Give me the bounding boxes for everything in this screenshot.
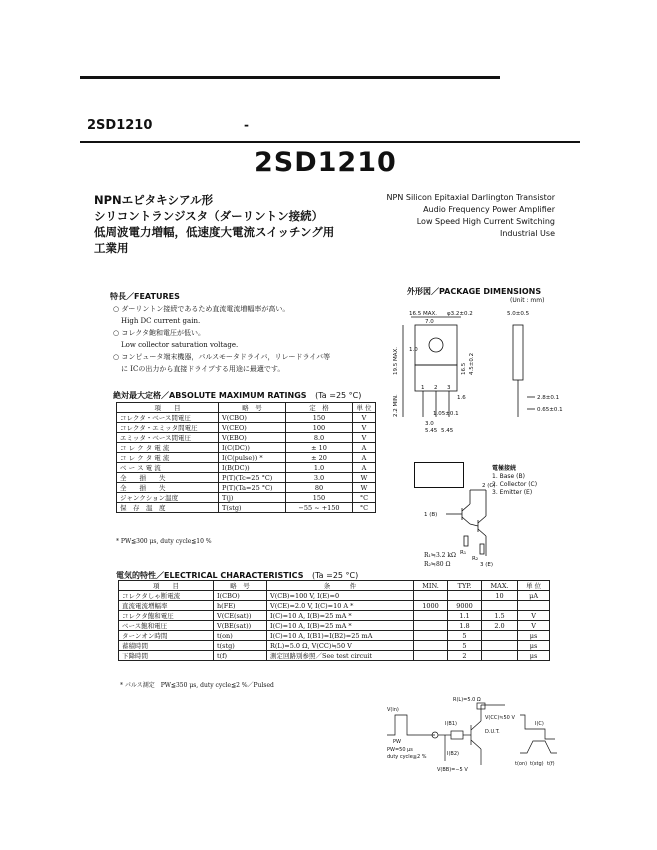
cell: V(CBO) <box>219 413 286 423</box>
cell <box>414 651 448 661</box>
r1-value: R₁≒3.2 kΩ <box>424 552 457 559</box>
cell: °C <box>353 503 376 513</box>
features-list <box>113 305 403 377</box>
pin-label: 3 <box>447 385 451 391</box>
cell: 1000 <box>414 601 448 611</box>
col-header: 略 号 <box>214 581 267 591</box>
col-header: MIN. <box>414 581 448 591</box>
abs-max-condition: (Ta =25 °C) <box>315 391 362 400</box>
cell: ± 20 <box>286 453 353 463</box>
cell: コ レ ク タ 電 流 <box>117 453 219 463</box>
en-line-2: Audio Frequency Power Amplifier <box>423 205 555 214</box>
abs-max-title: 絶対最大定格／ABSOLUTE MAXIMUM RATINGS <box>113 391 307 400</box>
cell: P(T)(Tc=25 °C) <box>219 473 286 483</box>
cell: 1.1 <box>448 611 482 621</box>
circuit-label: R₁ <box>460 550 467 556</box>
cell: エミッタ・ベース間電圧 <box>117 433 219 443</box>
jp-line-3: 低周波電力増幅，低速度大電流スイッチング用 <box>94 225 335 239</box>
elec-footnote: * パルス測定 PW≦350 μs, duty cycle≦2 %／Pulsed <box>120 682 274 689</box>
cell: I(B(DC)) <box>219 463 286 473</box>
cell: 直流電流増幅率 <box>119 601 214 611</box>
cell <box>414 621 448 631</box>
test-label: t(stg) <box>530 761 544 767</box>
cell: ジャンクション温度 <box>117 493 219 503</box>
cell: 1.8 <box>448 621 482 631</box>
table-row <box>117 453 376 463</box>
cell: V(EBO) <box>219 433 286 443</box>
cell <box>414 631 448 641</box>
circuit-label: 1 (B) <box>424 512 438 518</box>
cell: 80 <box>286 483 353 493</box>
electrode-heading: 電極接続 <box>492 465 517 472</box>
elec-table <box>118 580 550 661</box>
header-dash: - <box>244 118 249 132</box>
test-circuit <box>385 695 560 775</box>
cell: W <box>353 473 376 483</box>
cell: ± 10 <box>286 443 353 453</box>
cell: I(C)=10 A, I(B)=25 mA * <box>267 621 414 631</box>
feature-line: Low collector saturation voltage. <box>121 341 239 349</box>
cell: 5 <box>448 631 482 641</box>
jp-line-2: シリコントランジスタ（ダーリントン接続） <box>94 209 324 223</box>
dim-label: 5.0±0.5 <box>507 311 530 317</box>
dim-label: 1.6 <box>457 395 466 401</box>
cell: コ レ ク タ 電 流 <box>117 443 219 453</box>
electrode-item: 2. Collector (C) <box>492 481 538 488</box>
cell: コレクタ・ベース間電圧 <box>117 413 219 423</box>
cell: 10 <box>481 591 517 601</box>
cell: コレクタしゃ断電流 <box>119 591 214 601</box>
cell: I(C(pulse)) * <box>219 453 286 463</box>
table-header-row <box>119 581 550 591</box>
cell: °C <box>353 493 376 503</box>
cell: μs <box>518 651 550 661</box>
cell: 5 <box>448 641 482 651</box>
table-row <box>117 463 376 473</box>
cell: 150 <box>286 493 353 503</box>
dim-label: 19.5 MAX. <box>393 346 399 375</box>
cell: V(CE)=2.0 V, I(C)=10 A * <box>267 601 414 611</box>
cell: A <box>353 453 376 463</box>
jp-line-1: NPNエピタキシアル形 <box>94 193 214 207</box>
col-header: 単 位 <box>518 581 550 591</box>
en-description <box>355 192 555 240</box>
circuit-label: R₂ <box>472 556 479 562</box>
col-header: 条 件 <box>267 581 414 591</box>
cell: ベ ー ス 電 流 <box>117 463 219 473</box>
elec-condition: (Ta =25 °C) <box>312 571 359 580</box>
r2-value: R₂≒80 Ω <box>424 561 451 568</box>
cell: 2 <box>448 651 482 661</box>
dim-label: 7.0 <box>425 319 434 325</box>
cell: 150 <box>286 413 353 423</box>
cell: 8.0 <box>286 433 353 443</box>
cell: I(C(DC)) <box>219 443 286 453</box>
cell: ターンオン時間 <box>119 631 214 641</box>
test-label: V(in) <box>387 707 399 713</box>
cell: V <box>518 611 550 621</box>
col-header: 単 位 <box>353 403 376 413</box>
cell: A <box>353 443 376 453</box>
test-label: duty cycle≦2 % <box>387 754 427 760</box>
cell <box>481 651 517 661</box>
package-heading: 外形図／PACKAGE DIMENSIONS <box>407 287 542 296</box>
cell: 9000 <box>448 601 482 611</box>
cell: V <box>353 423 376 433</box>
feature-line: ○ コレクタ飽和電圧が低い。 <box>113 329 206 337</box>
cell <box>414 641 448 651</box>
cell: 100 <box>286 423 353 433</box>
cell <box>448 591 482 601</box>
cell: コレクタ・エミッタ間電圧 <box>117 423 219 433</box>
dim-label: 2.8±0.1 <box>537 395 560 401</box>
cell: I(C)=10 A, I(B1)=I(B2)=25 mA <box>267 631 414 641</box>
dim-label: 16.5 MAX. <box>409 311 438 317</box>
feature-line: High DC current gain. <box>121 317 201 325</box>
cell: R(L)=5.0 Ω, V(CC)≒50 V <box>267 641 414 651</box>
cell <box>481 631 517 641</box>
col-header: 略 号 <box>219 403 286 413</box>
cell: I(CBO) <box>214 591 267 601</box>
cell: 1.0 <box>286 463 353 473</box>
cell: 全 損 失 <box>117 473 219 483</box>
cell: 3.0 <box>286 473 353 483</box>
col-header: MAX. <box>481 581 517 591</box>
cell: μs <box>518 631 550 641</box>
cell: V(CE(sat)) <box>214 611 267 621</box>
table-row <box>117 493 376 503</box>
cell: V(CEO) <box>219 423 286 433</box>
cell: T(j) <box>219 493 286 503</box>
cell <box>414 611 448 621</box>
electrode-item: 1. Base (B) <box>492 473 525 480</box>
cell: V <box>353 413 376 423</box>
table-row <box>119 621 550 631</box>
dim-label: 5.45 <box>425 428 438 434</box>
col-header: 項 目 <box>117 403 219 413</box>
cell: t(stg) <box>214 641 267 651</box>
feature-line: ○ ダーリントン接続であるため直流電流増幅率が高い。 <box>113 305 290 313</box>
test-label: PW <box>393 739 401 745</box>
table-row <box>117 413 376 423</box>
cell: V(CB)=100 V, I(E)=0 <box>267 591 414 601</box>
table-row <box>117 433 376 443</box>
abs-max-table <box>116 402 376 513</box>
table-row <box>117 473 376 483</box>
table-row <box>117 423 376 433</box>
jp-line-4: 工業用 <box>94 241 129 255</box>
cell: 1.5 <box>481 611 517 621</box>
cell: P(T)(Ta=25 °C) <box>219 483 286 493</box>
test-label: t(f) <box>547 761 555 767</box>
cell: W <box>353 483 376 493</box>
circuit-label: 2 (C) <box>482 483 496 489</box>
cell: V(BE(sat)) <box>214 621 267 631</box>
pin-label: 2 <box>434 385 438 391</box>
test-label: PW=50 μs <box>387 747 413 753</box>
cell <box>518 601 550 611</box>
en-line-3: Low Speed High Current Switching <box>416 217 555 226</box>
cell: V <box>518 621 550 631</box>
dim-label: 5.45 <box>441 428 454 434</box>
dim-label: 3.0 <box>425 421 434 427</box>
table-row <box>117 443 376 453</box>
test-label: t(on) <box>515 761 528 767</box>
abs-max-heading <box>113 390 361 401</box>
cell: μs <box>518 641 550 651</box>
electrode-item: 3. Emitter (E) <box>492 489 533 496</box>
dim-label: 16.5 <box>461 362 467 375</box>
test-label: D.U.T. <box>485 729 500 735</box>
test-label: V(BB)=−5 V <box>437 767 468 773</box>
page-title: 2SD1210 <box>254 147 397 178</box>
package-unit: (Unit : mm) <box>510 297 545 304</box>
table-row <box>119 631 550 641</box>
table-row <box>117 483 376 493</box>
cell: 下降時間 <box>119 651 214 661</box>
cell <box>481 641 517 651</box>
col-header: TYP. <box>448 581 482 591</box>
cell: 保 存 温 度 <box>117 503 219 513</box>
cell: 測定回路別参照／See test circuit <box>267 651 414 661</box>
en-line-4: Industrial Use <box>499 229 555 238</box>
cell: A <box>353 463 376 473</box>
col-header: 項 目 <box>119 581 214 591</box>
cell: T(stg) <box>219 503 286 513</box>
cell: 2.0 <box>481 621 517 631</box>
col-header: 定 格 <box>286 403 353 413</box>
table-row <box>119 611 550 621</box>
cell <box>481 601 517 611</box>
table-row <box>119 601 550 611</box>
test-label: I(C) <box>535 721 544 727</box>
cell: V <box>353 433 376 443</box>
test-label: I(B2) <box>447 751 459 757</box>
header-part-number: 2SD1210 <box>87 118 153 133</box>
cell <box>414 591 448 601</box>
dim-label: 1.05±0.1 <box>433 411 459 417</box>
cell: ベース飽和電圧 <box>119 621 214 631</box>
dim-label: 4.5±0.2 <box>469 352 475 375</box>
dim-label: 1.0 <box>409 347 418 353</box>
package-drawing <box>385 305 575 445</box>
cell: t(f) <box>214 651 267 661</box>
top-rule <box>80 76 500 79</box>
dim-label: φ3.2±0.2 <box>447 311 473 317</box>
dim-label: 0.65±0.1 <box>537 407 563 413</box>
circuit-label: 3 (E) <box>480 562 494 568</box>
cell: h(FE) <box>214 601 267 611</box>
en-line-1: NPN Silicon Epitaxial Darlington Transistor <box>386 193 555 202</box>
test-label: V(CC)≒50 V <box>485 715 515 721</box>
cell: −55 ~ +150 <box>286 503 353 513</box>
cell: コレクタ飽和電圧 <box>119 611 214 621</box>
feature-line: に ICの出力から直接ドライブする用途に最適です。 <box>121 365 285 373</box>
test-label: R(L)=5.0 Ω <box>453 697 481 703</box>
cell: I(C)=10 A, I(B)=25 mA * <box>267 611 414 621</box>
cell: 全 損 失 <box>117 483 219 493</box>
elec-title: 電気的特性／ELECTRICAL CHARACTERISTICS <box>116 571 304 580</box>
table-row <box>117 503 376 513</box>
test-label: I(B1) <box>445 721 457 727</box>
dim-label: 2.2 MIN. <box>393 394 399 417</box>
cell: μA <box>518 591 550 601</box>
abs-max-footnote: * PW≦300 μs, duty cycle≦10 % <box>116 538 212 545</box>
table-header-row <box>117 403 376 413</box>
features-heading: 特長／FEATURES <box>110 292 180 301</box>
feature-line: ○ コンピュータ端末機器，パルスモータドライバ，リレードライバ等 <box>113 353 331 361</box>
cell: t(on) <box>214 631 267 641</box>
cell: 蓄積時間 <box>119 641 214 651</box>
pin-label: 1 <box>421 385 425 391</box>
table-row <box>119 641 550 651</box>
table-row <box>119 591 550 601</box>
header-rule <box>80 141 580 143</box>
table-row <box>119 651 550 661</box>
